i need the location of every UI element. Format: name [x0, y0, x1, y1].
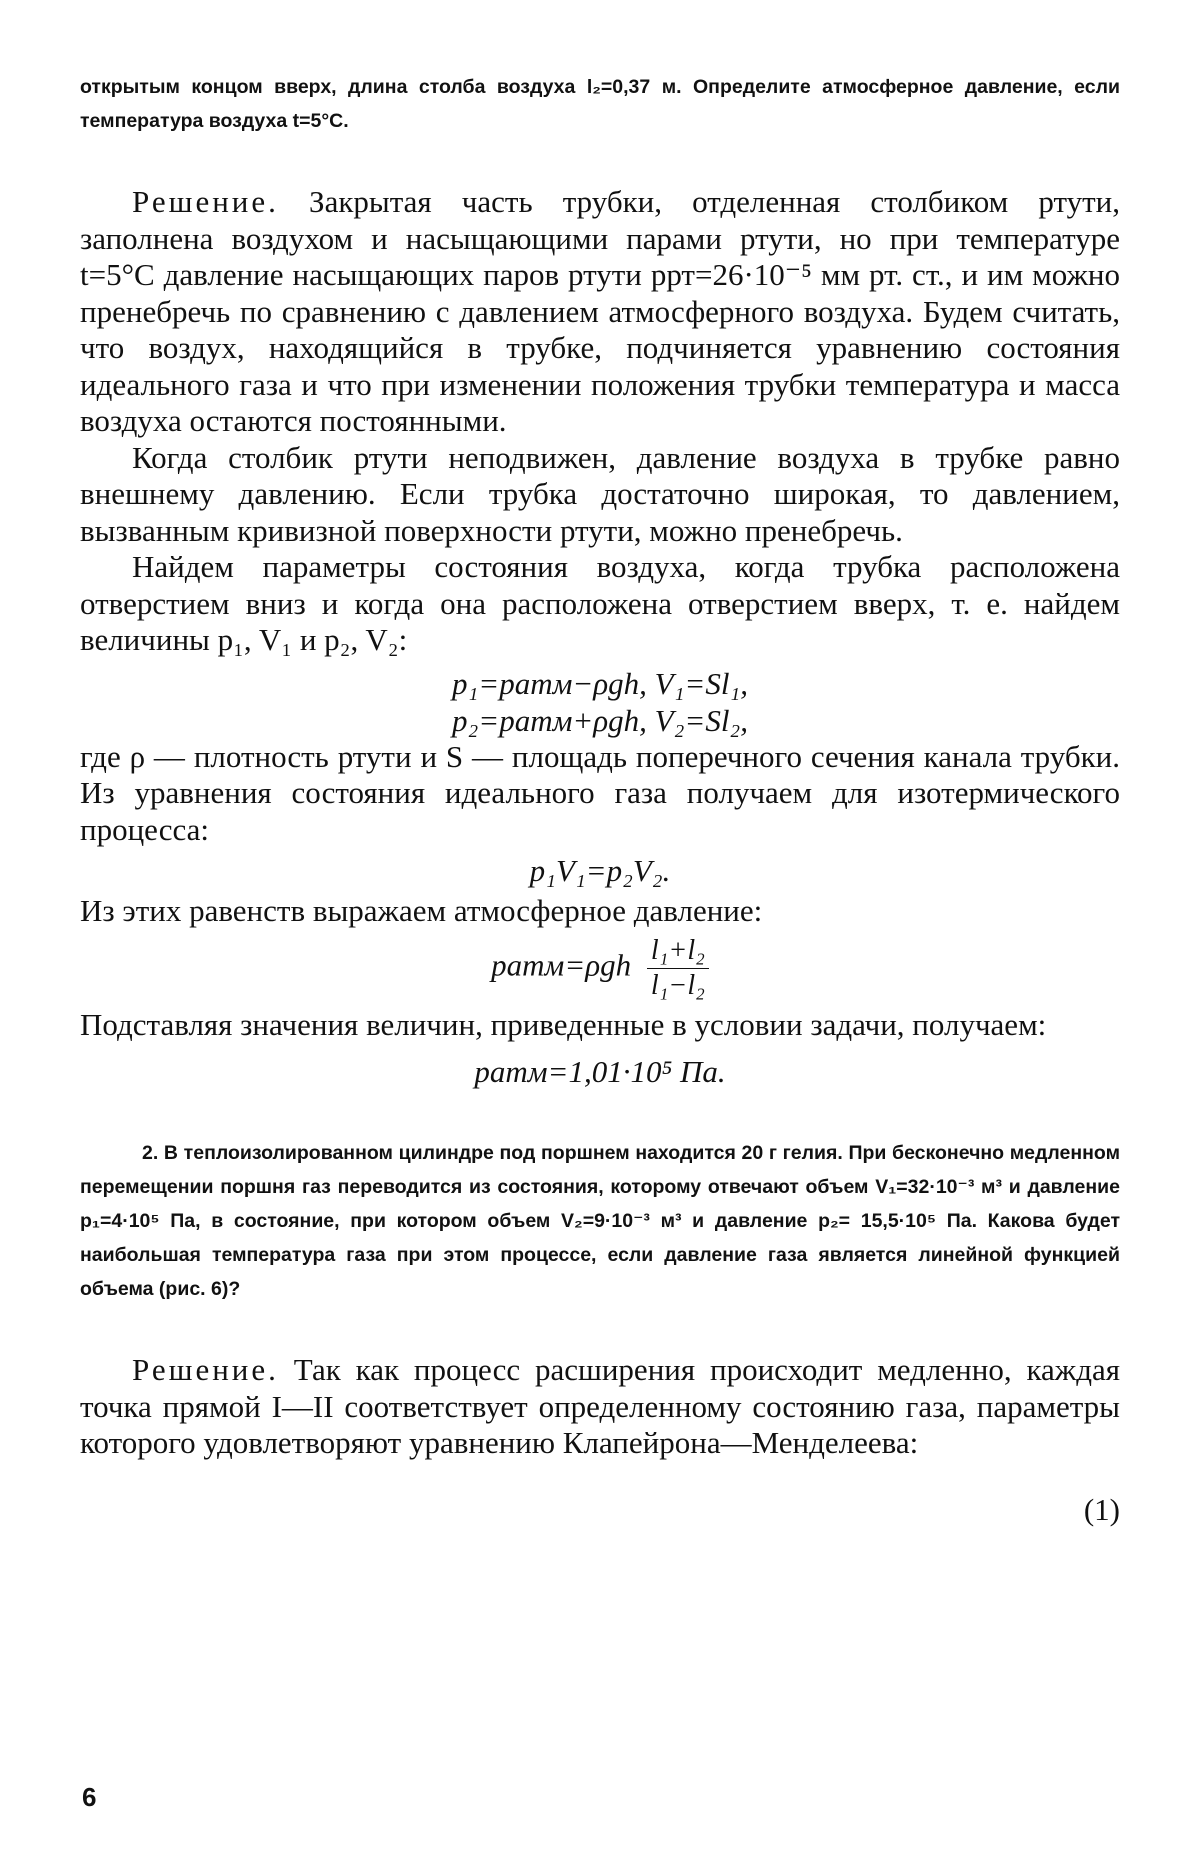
formula-atm-pressure: [80, 934, 1120, 1003]
formula-p1: p₁=pатм−ρgh, V₁=Sl₁,: [452, 665, 748, 701]
page-number: 6: [82, 1782, 97, 1812]
fraction-denominator: l₁−l₂: [650, 969, 705, 1001]
formula-isothermal: p₁V₁=p₂V₂.: [529, 853, 671, 888]
solution1-paragraph-5: Из этих равенств выражаем атмосферное давление:: [80, 893, 763, 928]
formula-p2: p₂=pатм+ρgh, V₂=Sl₂,: [452, 702, 748, 738]
solution1-paragraph-4: где ρ — плотность ртути и S — площадь поперечного сечения канала трубки. Из уравнения состояния идеального газа получаем для изотермического процесса:: [80, 738, 1120, 847]
solution2-text-1: Так как процесс расширения происходит медленно, каждая точка прямой I—II соответствует определенному состоянию газа, параметры которого удовлетворяют уравнению Клапейрона—Менделеева:: [80, 1352, 1120, 1460]
formula-atm-left: pатм=ρgh: [491, 947, 632, 983]
solution2-paragraph-1: [80, 1352, 1120, 1462]
formula-result: pатм=1,01·10⁵ Па.: [474, 1054, 726, 1089]
solution1-text-1: Закрытая часть трубки, отделенная столбиком ртути, заполнена воздухом и насыщающими парами ртути, но при температуре t=5°C давление насыщающих паров ртути pрт=26·10⁻⁵ мм рт. ст., и им можно пренебречь по сравнению с давлением атмосферного воздуха. Будем считать, что воздух, находящийся в трубке, подчиняется уравнению состояния идеального газа и что при изменении положения трубки температура и масса воздуха остаются постоянными.: [80, 184, 1120, 438]
equation-number: (1): [1083, 1491, 1120, 1527]
problem2-statement: 2. В теплоизолированном цилиндре под поршнем находится 20 г гелия. При бесконечно медленном перемещении поршня газ переводится из состояния, которому отвечают объем V₁=32·10⁻³ м³ и давление p₁=4·10⁵ Па, в состояние, при котором объем V₂=9·10⁻³ м³ и давление p₂= 15,5·10⁵ Па. Какова будет наибольшая температура газа при этом процессе, если давление газа является линейной функцией объема (рис. 6)?: [80, 1142, 1120, 1300]
solution1-paragraph-2: Когда столбик ртути неподвижен, давление воздуха в трубке равно внешнему давлению. Если трубка достаточно широкая, то давлением, вызванным кривизной поверхности ртути, можно пренебречь.: [80, 439, 1120, 548]
solution1-paragraph-6: Подставляя значения величин, приведенные в условии задачи, получаем:: [80, 1006, 1047, 1042]
page-content: [80, 70, 1120, 1528]
problem1-tail: открытым концом вверх, длина столба воздуха l₂=0,37 м. Определите атмосферное давление, если температура воздуха t=5°C.: [80, 76, 1120, 132]
formula-fraction: [647, 934, 709, 1003]
solution1-paragraph-1: [80, 184, 1120, 440]
solution1-paragraph-3: Найдем параметры состояния воздуха, когда трубка расположена отверстием вниз и когда она расположена отверстием вверх, т. е. найдем величины p₁, V₁ и p₂, V₂:: [80, 549, 1120, 657]
solution2-label: Решение.: [132, 1352, 279, 1387]
fraction-numerator: l₁+l₂: [647, 934, 709, 969]
solution-label: Решение.: [132, 184, 279, 219]
